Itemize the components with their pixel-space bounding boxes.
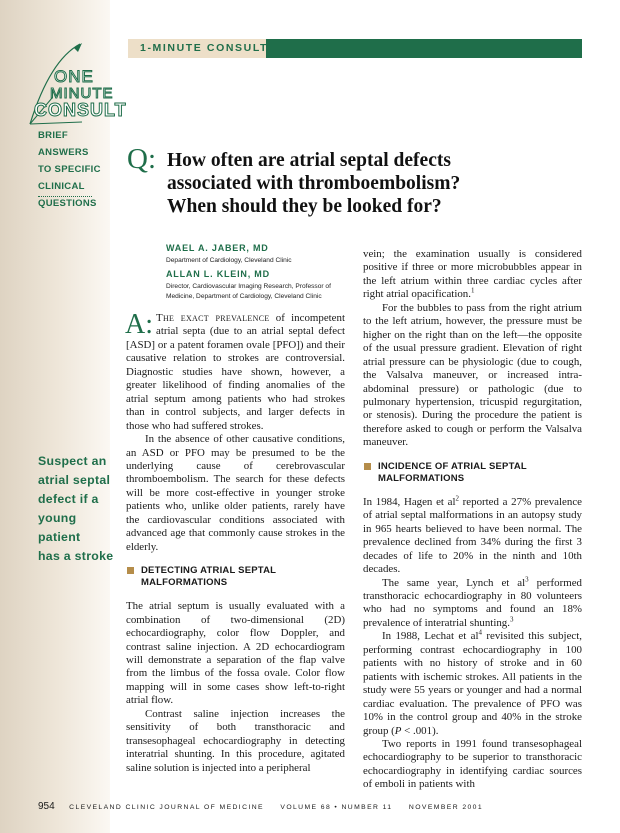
paragraph-text: revisited this subject, performing contrast echocardiography in 100 patients with no history of stroke and in 60 patients with ischemic strokes. All patients in the study were 55 years or younger and had a normal cardiac evaluation. The prevalence of PFO was 10% in the control group and 40% in the stroke group ( <box>363 630 582 737</box>
square-bullet-icon <box>127 567 134 574</box>
question-line: When should they be looked for? <box>167 196 442 217</box>
answer-mark-label: A: <box>125 309 153 340</box>
author-affiliation <box>166 256 292 266</box>
pull-quote-line: defect if a <box>38 492 99 506</box>
tagline-divider <box>38 196 92 197</box>
heading-line: MALFORMATIONS <box>141 577 228 589</box>
author-name: ALLAN L. KLEIN, MD <box>166 269 270 279</box>
tagline-line: BRIEF ANSWERS <box>38 130 89 158</box>
section-label: 1-MINUTE CONSULT <box>128 39 266 58</box>
logo-line-minute: MINUTE <box>50 85 114 102</box>
one-minute-consult-logo <box>22 38 127 128</box>
logo-line-consult: CONSULT <box>34 100 127 120</box>
paragraph <box>363 574 583 631</box>
tagline-line: QUESTIONS <box>38 198 97 209</box>
reference-number: 3 <box>509 615 514 624</box>
paragraph-text: < .001). <box>401 724 439 737</box>
author-block-klein <box>166 269 331 301</box>
heading-line: DETECTING ATRIAL SEPTAL <box>141 565 277 577</box>
lead-in: The exact prevalence <box>156 312 270 324</box>
paragraph: The atrial septum is usually evaluated with a combination of two-dimensional (2D) echocardiography, color flow Doppler, and contrast saline injection. A 2D echocardiogram will demonstrate a separation of the flap valve from the limbus of the fossa ovale. Color flow mapping will in some cases show left-to-right atrial flow. <box>126 600 345 707</box>
heading-line: INCIDENCE OF ATRIAL SEPTAL <box>378 460 527 472</box>
pull-quote-line: Suspect an <box>38 454 107 468</box>
paragraph-text: In 1984, Hagen et al <box>363 495 456 508</box>
reference-number: 1 <box>470 286 475 295</box>
paragraph-text: of incompetent atrial septa (due to an atrial septal defect [ASD] or a patent foramen ovale [PFO]) and their causative relation to strokes are controversial. Diagnostic studies have shown, however, a greater likelihood of finding anomalies of the atrial septum among patients who had strokes than in control subjects, and larger defects in those who had suffered strokes. <box>126 312 345 432</box>
paragraph <box>363 630 582 738</box>
question-mark-label: Q: <box>127 143 156 175</box>
page-number: 954 <box>38 801 55 812</box>
journal-citation: CLEVELAND CLINIC JOURNAL OF MEDICINE VOLUME 68 • NUMBER 11 NOVEMBER 2001 <box>69 804 484 811</box>
pull-quote-line: atrial septal <box>38 473 111 487</box>
page-footer <box>38 796 483 814</box>
heading-line: MALFORMATIONS <box>378 472 465 484</box>
paragraph-text: performed transthoracic echocardiography in 80 volunteers who had no symptoms and found an 18% prevalence of interatrial shunting. <box>363 576 583 629</box>
paragraph: In the absence of other causative conditions, an ASD or PFO may be presumed to be the underlying cause of cerebrovascular thromboembolism. The search for these defects will be more cost-effective in younger stroke patients who, unlike older patients, rarely have the cardiovascular conditions associated with advanced age that commonly cause strokes in the elderly. <box>126 433 345 553</box>
author-block-jaber <box>166 243 292 266</box>
pull-quote-line: has a stroke <box>38 549 114 563</box>
affiliation-line: Director, Cardiovascular Imaging Research, Professor of <box>166 283 331 290</box>
affiliation-line: Medicine, Department of Cardiology, Cleveland Clinic <box>166 292 322 300</box>
p-value-symbol: P <box>394 724 402 737</box>
question-line: How often are atrial septal defects <box>167 150 451 171</box>
right-column <box>363 248 582 792</box>
pull-quote-line: young patient <box>38 511 81 544</box>
brief-answers-tagline <box>38 127 118 212</box>
paragraph <box>363 248 582 302</box>
left-column <box>125 309 345 775</box>
author-affiliation <box>166 282 331 301</box>
paragraph-text: The same year, Lynch et al <box>382 576 526 589</box>
square-bullet-icon <box>364 463 371 470</box>
paragraph: Contrast saline injection increases the sensitivity of both transthoracic and transesophageal echocardiography in detecting interatrial shunting. In this procedure, agitated saline solution is injected into a peripheral <box>126 707 345 774</box>
pull-quote <box>38 452 122 566</box>
logo-line-one: ONE <box>54 67 94 86</box>
reference-number: 4 <box>478 628 482 637</box>
section-heading-detecting <box>126 565 345 589</box>
author-name: WAEL A. JABER, MD <box>166 243 269 253</box>
tagline-line: CLINICAL <box>38 181 85 192</box>
paragraph: Two reports in 1991 found transesophageal echocardiography to be superior to transthoracic echocardiography in identifying cardiac sources of emboli in patients with <box>363 737 582 791</box>
paragraph-text: reported a 27% prevalence of atrial septal malformations in an autopsy study in 965 hearts believed to have been normal. The prevalence declined from 34% during the first 3 decades of life to 20% in the ninth and 10th decades. <box>363 495 582 576</box>
paragraph <box>363 496 582 577</box>
reference-number: 2 <box>455 494 459 503</box>
answer-paragraph <box>125 309 345 433</box>
affiliation-line: Department of Cardiology, Cleveland Clinic <box>166 257 292 264</box>
tagline-line: TO SPECIFIC <box>38 164 101 175</box>
paragraph: For the bubbles to pass from the right atrium to the left atrium, however, the pressure must be higher on the right than on the left—the opposite of the usual pressure gradient. Elevation of right atrial pressure can be physiologic (due to cough, the Valsalva maneuver, or increased intra-abdominal pressure) or pathologic (due to pulmonary hypertension, tricuspid regurgitation, or stenosis). During the procedure the patient is therefore asked to cough or perform the Valsalva maneuver. <box>363 301 582 449</box>
question-heading <box>167 149 497 218</box>
paragraph-text: In 1988, Lechat et al <box>382 630 479 643</box>
paragraph-text: vein; the examination usually is considered positive if three or more microbubbles appear in the left atrium within three cardiac cycles after right atrial opacification. <box>363 248 582 301</box>
question-line: associated with thromboembolism? <box>167 173 461 194</box>
section-heading-incidence <box>363 461 582 485</box>
reference-number: 3 <box>525 574 529 583</box>
